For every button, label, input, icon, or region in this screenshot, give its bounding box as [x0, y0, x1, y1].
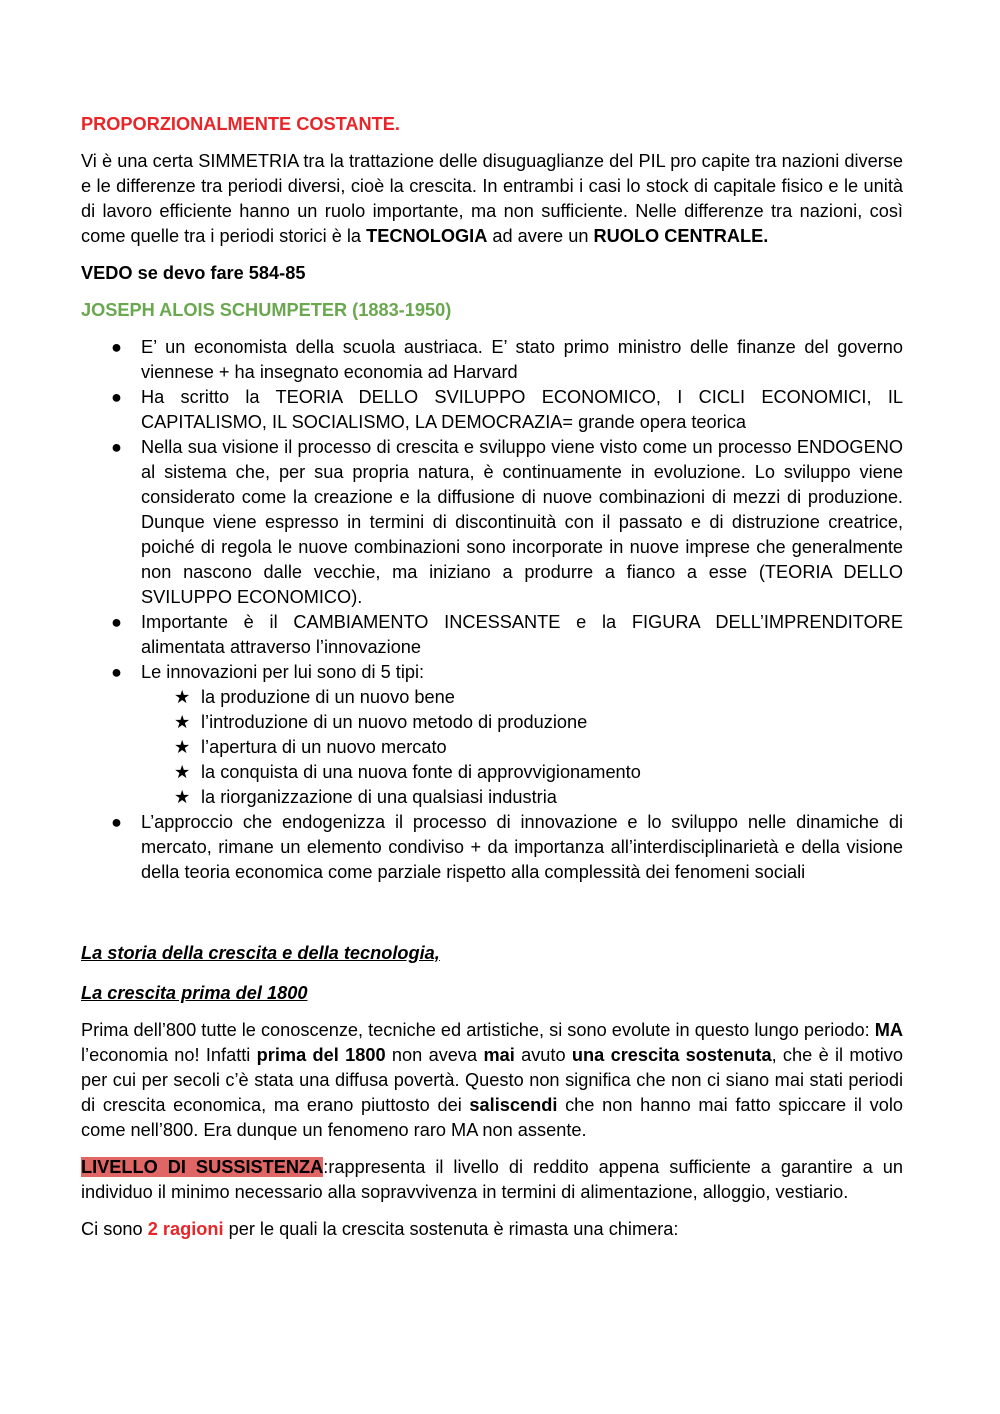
list-item-text: l’apertura di un nuovo mercato: [201, 737, 447, 757]
list-item: [141, 685, 903, 710]
paragraph-text: avuto: [514, 1045, 572, 1065]
paragraph-text: che non hanno mai fatto spiccare il volo come nell’800. Era dunque un fenomeno raro MA non assente.: [81, 1095, 903, 1140]
list-item-text: l’introduzione di un nuovo metodo di produzione: [201, 712, 588, 732]
list-item: [81, 660, 903, 810]
paragraph-text: , che è il motivo per cui per secoli c’è stata una diffusa povertà. Questo non significa che non ci siano mai stati periodi di crescita economica, ma erano piuttosto dei: [81, 1045, 903, 1115]
bold-text: saliscendi: [469, 1095, 558, 1115]
paragraph-crescita-prima-1800: [81, 1018, 903, 1143]
star-icon: ★: [174, 687, 191, 707]
document-body: [81, 112, 903, 1242]
list-item: [81, 335, 903, 385]
paragraph-livello-sussistenza: [81, 1155, 903, 1205]
star-icon: ★: [174, 712, 191, 732]
star-icon: ★: [174, 737, 191, 757]
sub-heading: La crescita prima del 1800: [81, 983, 308, 1003]
bold-text: RUOLO CENTRALE.: [593, 226, 769, 246]
bullet-icon: ●: [111, 387, 122, 407]
list-item-text: Nella sua visione il processo di crescita e sviluppo viene visto come un processo ENDOGENO al sistema che, per sua propria natura, è continuamente in evoluzione. Lo sviluppo viene considerato come la creazione e la diffusione di nuove combinazioni di mezzi di produzione. Dunque viene espresso in termini di discontinuità con il passato e di distruzione creatrice, poiché di regola le nuove combinazioni sono incorporate in nuove imprese che generalmente non nascono dalle vecchie, ma iniziano a produrre a fianco a esse (TEORIA DELLO SVILUPPO ECONOMICO).: [141, 437, 903, 607]
list-item: [141, 710, 903, 735]
paragraph-text: l’economia no! Infatti: [81, 1045, 257, 1065]
highlighted-term: LIVELLO DI SUSSISTENZA: [81, 1157, 324, 1177]
paragraph-text: :rappresenta il livello di reddito appena sufficiente a garantire a un individuo il minimo necessario alla sopravvivenza in termini di alimentazione, alloggio, vestiario.: [81, 1157, 903, 1202]
bullet-icon: ●: [111, 662, 122, 682]
list-item-text: Le innovazioni per lui sono di 5 tipi:: [141, 662, 425, 682]
list-item-text: Importante è il CAMBIAMENTO INCESSANTE e la FIGURA DELL’IMPRENDITORE alimentata attraverso l’innovazione: [141, 612, 903, 657]
note-vedo: VEDO se devo fare 584-85: [81, 263, 306, 283]
heading-schumpeter: JOSEPH ALOIS SCHUMPETER (1883-1950): [81, 300, 452, 320]
paragraph-text: non aveva: [385, 1045, 484, 1065]
heading-proporzionalmente-costante: PROPORZIONALMENTE COSTANTE.: [81, 114, 400, 134]
section-heading: La storia della crescita e della tecnologia,: [81, 943, 440, 963]
innovation-types-list: [141, 685, 903, 810]
paragraph-text: Ci sono: [81, 1219, 148, 1239]
list-item: [141, 760, 903, 785]
paragraph-simmetria: [81, 149, 903, 249]
list-item: [141, 735, 903, 760]
bullet-icon: ●: [111, 437, 122, 457]
bold-text: TECNOLOGIA: [366, 226, 488, 246]
list-item: [81, 435, 903, 610]
paragraph-text: Prima dell’800 tutte le conoscenze, tecniche ed artistiche, si sono evolute in questo lungo periodo:: [81, 1020, 875, 1040]
bold-text: prima del 1800: [256, 1045, 386, 1065]
bold-text: MA: [874, 1020, 903, 1040]
star-icon: ★: [174, 762, 191, 782]
list-item-text: L’approccio che endogenizza il processo di innovazione e lo sviluppo nelle dinamiche di mercato, rimane un elemento condiviso + da importanza all’interdisciplinarietà e della visione della teoria economica come parziale rispetto alla complessità dei fenomeni sociali: [141, 812, 903, 882]
list-item-text: la riorganizzazione di una qualsiasi industria: [201, 787, 557, 807]
schumpeter-bullet-list: [81, 335, 903, 885]
bold-text: mai: [483, 1045, 515, 1065]
paragraph-text: Vi è una certa SIMMETRIA tra la trattazione delle disuguaglianze del PIL pro capite tra nazioni diverse e le differenze tra periodi diversi, cioè la crescita. In entrambi i casi lo stock di capitale fisico e le unità di lavoro efficiente hanno un ruolo importante, ma non sufficiente. Nelle differenze tra nazioni, così come quelle tra i periodi storici è la: [81, 151, 903, 246]
list-item-text: E’ un economista della scuola austriaca. E’ stato primo ministro delle finanze del governo viennese + ha insegnato economia ad Harvard: [141, 337, 903, 382]
list-item-text: la produzione di un nuovo bene: [201, 687, 455, 707]
bullet-icon: ●: [111, 337, 122, 357]
bullet-icon: ●: [111, 812, 122, 832]
list-item: [141, 785, 903, 810]
list-item-text: Ha scritto la TEORIA DELLO SVILUPPO ECONOMICO, I CICLI ECONOMICI, IL CAPITALISMO, IL SOCIALISMO, LA DEMOCRAZIA= grande opera teorica: [141, 387, 903, 432]
paragraph-due-ragioni: [81, 1217, 903, 1242]
star-icon: ★: [174, 787, 191, 807]
bold-text: una crescita sostenuta: [571, 1045, 772, 1065]
bullet-icon: ●: [111, 612, 122, 632]
list-item: [81, 610, 903, 660]
paragraph-text: ad avere un: [487, 226, 594, 246]
list-item: [81, 385, 903, 435]
list-item-text: la conquista di una nuova fonte di approvvigionamento: [201, 762, 641, 782]
red-bold-text: 2 ragioni: [147, 1219, 224, 1239]
list-item: [81, 810, 903, 885]
paragraph-text: per le quali la crescita sostenuta è rimasta una chimera:: [223, 1219, 679, 1239]
